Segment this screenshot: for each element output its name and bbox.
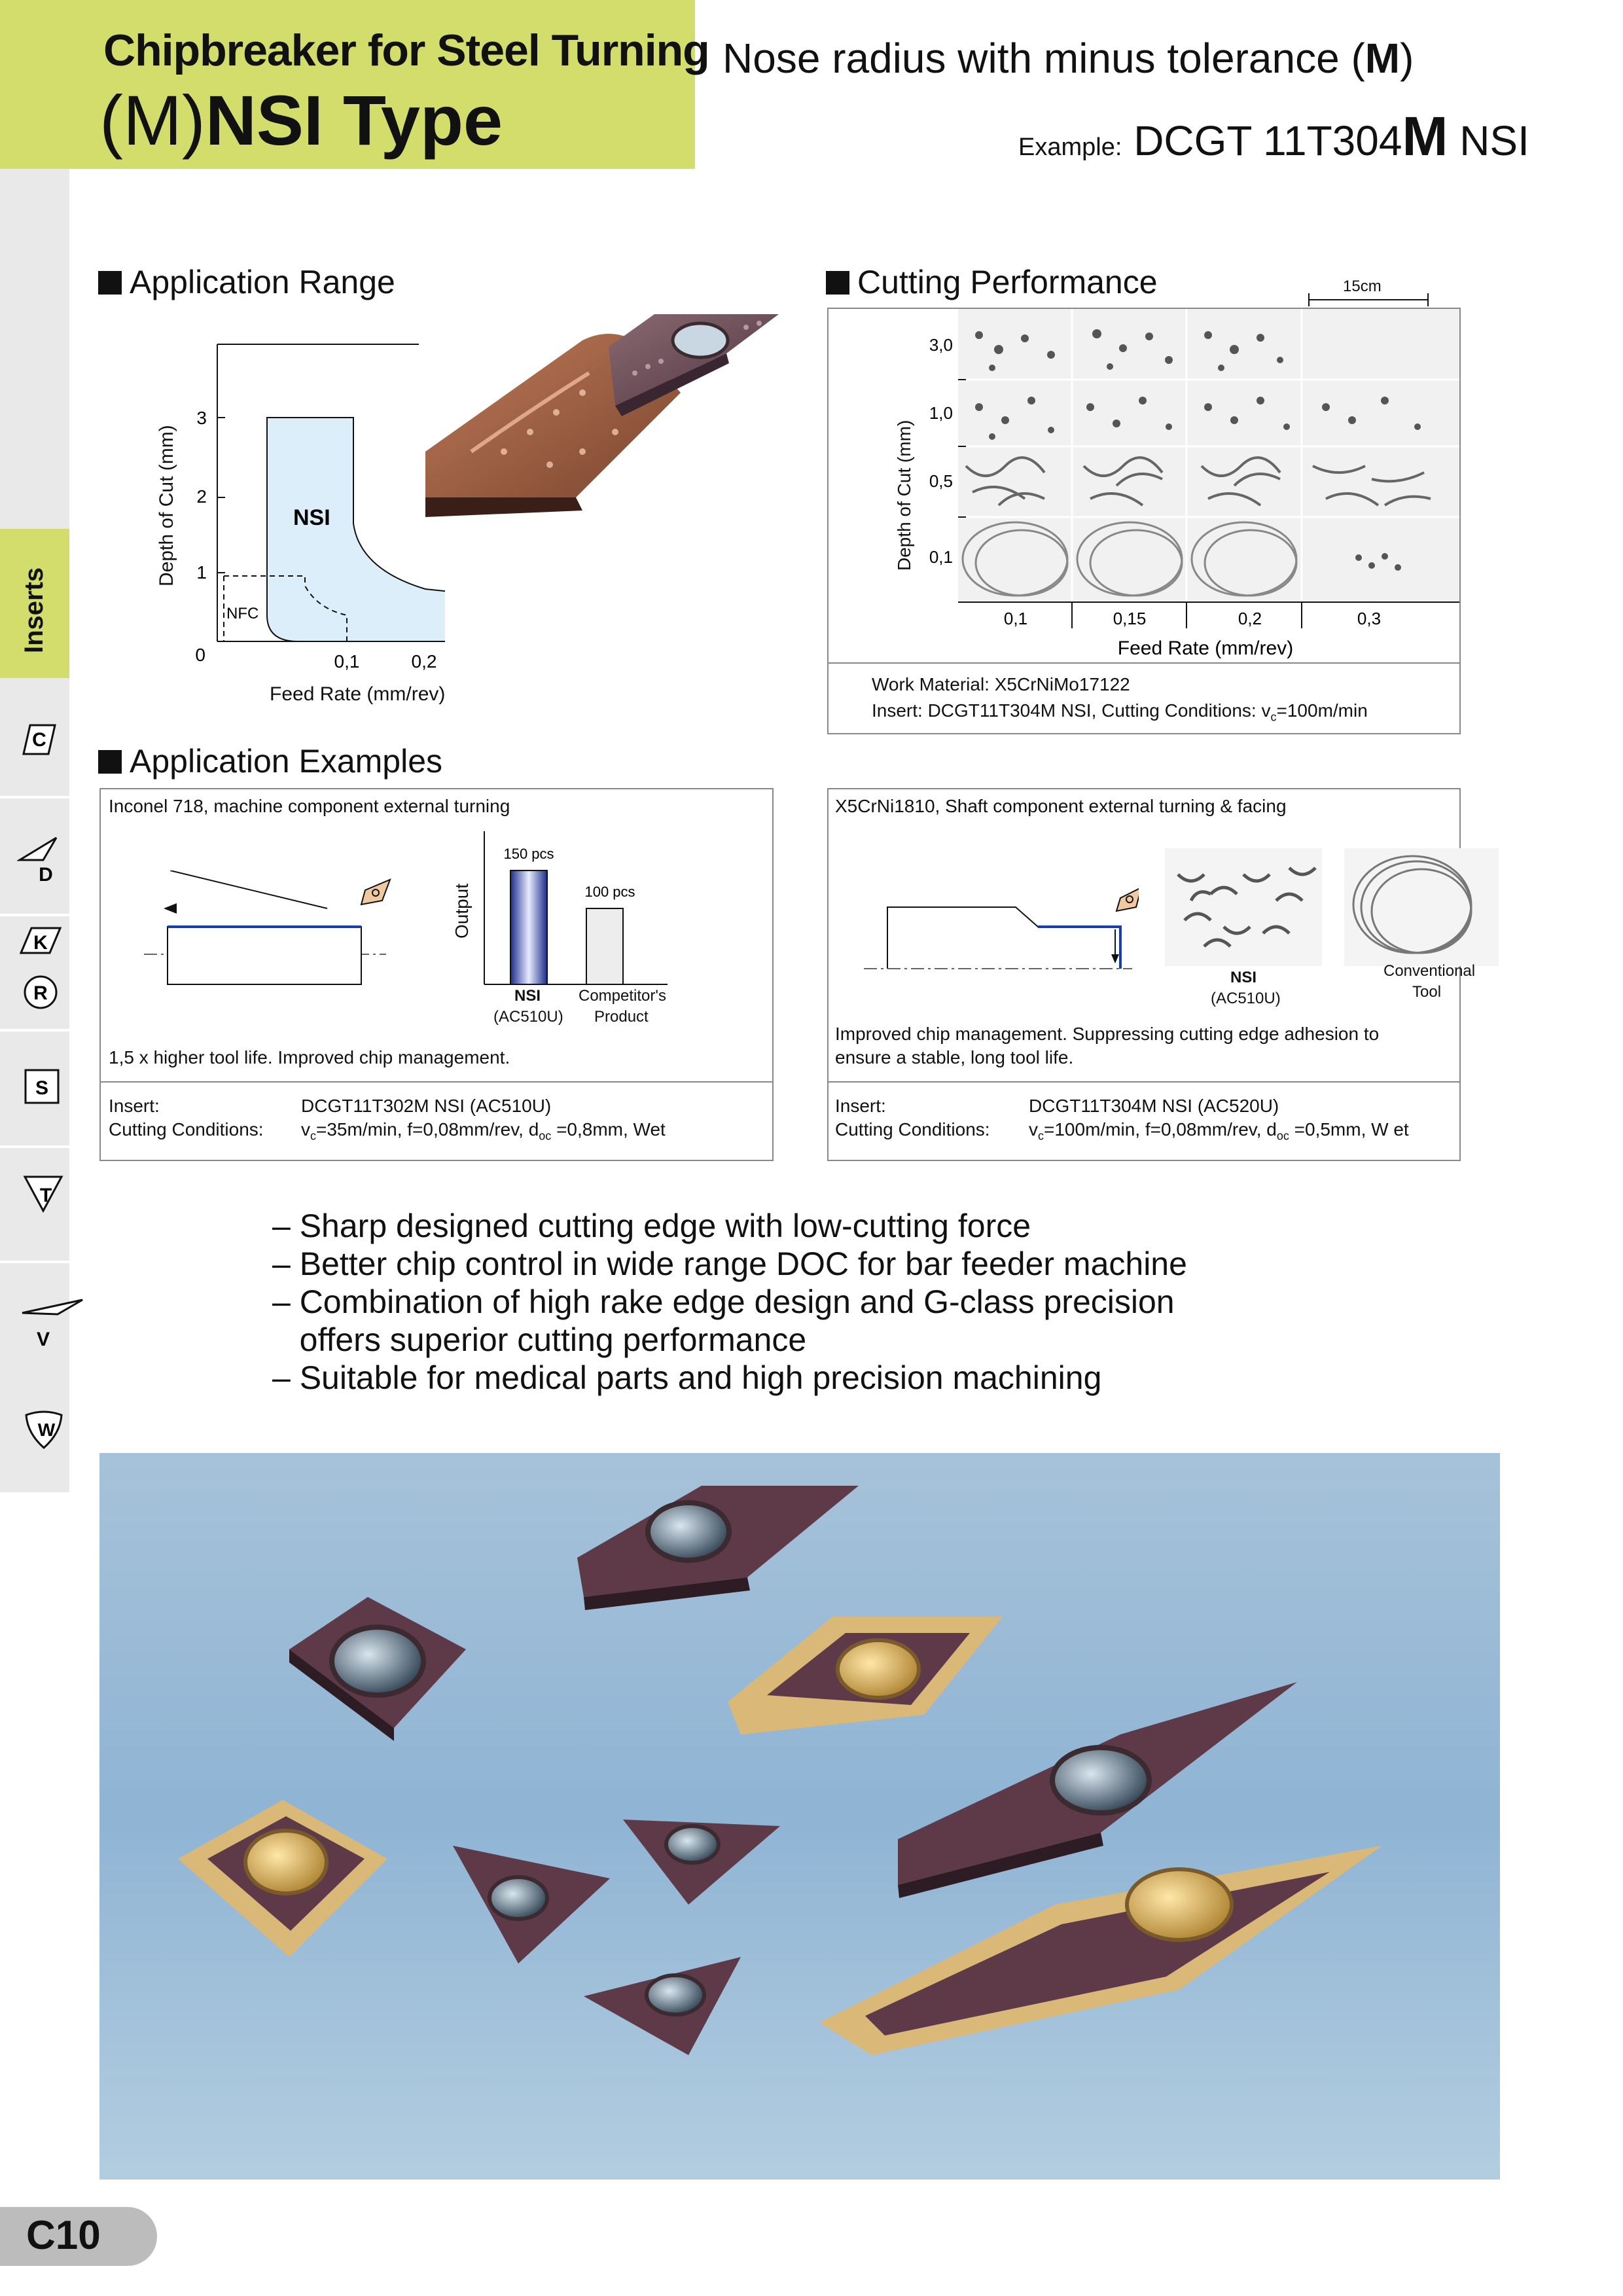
example1-conditions-value: $v_c=35m/\min$, f=0,08mm/rev, $d_{oc} =0,8mm$, Wet	[301, 1119, 666, 1143]
nsi-region-label: NSI	[293, 505, 330, 530]
col-label-0-3: 0,3	[1357, 609, 1382, 628]
nsi-chips-photo	[1165, 848, 1322, 966]
output-axis-label: Output	[452, 883, 472, 939]
svg-text:W: W	[37, 1420, 56, 1440]
scale-label: 15cm	[1343, 278, 1382, 295]
square-bullet-icon	[98, 271, 122, 295]
square-bullet-icon	[826, 271, 849, 295]
product-photo	[99, 1453, 1500, 2179]
rhombus-80-icon[interactable]	[18, 720, 58, 759]
example1-insert-value: DCGT11T302M NSI (AC510U)	[301, 1096, 552, 1116]
page-number: C10	[26, 2213, 101, 2258]
application-examples-heading: Application Examples	[98, 742, 442, 780]
divider	[101, 1081, 772, 1083]
col-label-0-2: 0,2	[1238, 609, 1262, 628]
row-label-0-1: 0,1	[929, 547, 953, 567]
insert-closeup-image	[419, 301, 805, 517]
feature-3-cont: offers superior cutting performance	[272, 1321, 807, 1358]
col-label-0-1: 0,1	[1003, 609, 1028, 628]
parallelogram-icon[interactable]	[17, 924, 63, 957]
sidebar-item-inserts[interactable]: Inserts	[0, 529, 69, 678]
page-title: (M)NSI Type	[99, 81, 503, 160]
nose-radius-title: Nose radius with minus tolerance (M)	[722, 35, 1414, 82]
page-subtitle: Chipbreaker for Steel Turning	[103, 26, 709, 75]
round-icon[interactable]	[22, 974, 59, 1011]
cp-ylabel: Depth of Cut (mm)	[894, 420, 914, 571]
nfc-region-label: NFC	[226, 605, 259, 622]
svg-text:T: T	[39, 1185, 52, 1206]
cp-xlabel: Feed Rate (mm/rev)	[1117, 637, 1294, 659]
xtick-0-1: 0,1	[334, 651, 360, 672]
bar2-value: 100 pcs	[584, 884, 635, 900]
triangle-icon[interactable]	[22, 1172, 64, 1213]
bar2-name-1: Competitor's	[579, 987, 666, 1005]
square-bullet-icon	[98, 750, 122, 774]
bar-competitor	[586, 908, 623, 984]
example2-workpiece-diagram	[851, 877, 1139, 988]
divider	[829, 1081, 1459, 1083]
svg-text:C: C	[32, 729, 46, 751]
divider	[829, 662, 1459, 664]
cp-insert-conditions: Insert: DCGT11T304M NSI, Cutting Conditions: $v_c=100m/\min$	[872, 700, 1368, 724]
example1-title: Inconel 718, machine component external turning	[109, 796, 510, 816]
application-range-heading: Application Range	[98, 263, 395, 301]
svg-text:D: D	[39, 864, 53, 884]
work-material: Work Material: X5CrNiMo17122	[872, 674, 1130, 694]
example2-insert-value: DCGT11T304M NSI (AC520U)	[1029, 1096, 1279, 1116]
rhombus-35-icon[interactable]	[20, 1297, 85, 1352]
example-code: Example: DCGT 11T304M NSI	[1018, 105, 1529, 167]
trigon-icon[interactable]	[22, 1407, 65, 1450]
example1-result: 1,5 x higher tool life. Improved chip management.	[109, 1047, 510, 1067]
chip-grid	[829, 309, 1459, 662]
range-xlabel: Feed Rate (mm/rev)	[270, 683, 446, 705]
example2-title: X5CrNi1810, Shaft component external turning & facing	[835, 796, 1287, 816]
example2-conditions-label: Cutting Conditions:	[835, 1119, 990, 1139]
ytick-3: 3	[196, 408, 207, 428]
rhombus-55-icon[interactable]	[17, 831, 63, 884]
svg-text:K: K	[33, 932, 48, 954]
cutting-performance-heading: Cutting Performance	[826, 263, 1158, 301]
example1-insert-label: Insert:	[109, 1096, 160, 1116]
feature-3: – Combination of high rake edge design and G-class precision	[272, 1283, 1175, 1320]
example1-workpiece-diagram	[131, 870, 393, 988]
ytick-0: 0	[195, 645, 205, 665]
svg-text:V: V	[36, 1329, 50, 1350]
example2-result-1: Improved chip management. Suppressing cutting edge adhesion to	[835, 1024, 1380, 1044]
conv-photo-label-1: Conventional	[1383, 962, 1476, 980]
example2-conditions-value: $v_c=100m/\min$, f=0,08mm/rev, $d_{oc} =0,5mm$, W et	[1029, 1119, 1409, 1143]
ytick-1: 1	[196, 562, 207, 583]
range-ylabel: Depth of Cut (mm)	[156, 425, 177, 586]
nsi-photo-grade: (AC510U)	[1211, 990, 1281, 1007]
scale-bar	[1306, 292, 1431, 308]
conv-photo-label-2: Tool	[1412, 983, 1442, 1001]
row-label-0-5: 0,5	[929, 471, 953, 491]
feature-4: – Suitable for medical parts and high precision machining	[272, 1359, 1102, 1396]
row-label-3-0: 3,0	[929, 335, 953, 355]
example1-conditions-label: Cutting Conditions:	[109, 1119, 264, 1139]
bar-nsi	[510, 870, 547, 984]
svg-text:R: R	[33, 982, 48, 1004]
xtick-0-2: 0,2	[411, 651, 437, 672]
row-label-1-0: 1,0	[929, 403, 953, 423]
application-range-chart	[151, 340, 445, 694]
bar1-grade: (AC510U)	[493, 1008, 563, 1026]
bar1-name: NSI	[514, 987, 541, 1005]
example2-result-2: ensure a stable, long tool life.	[835, 1047, 1074, 1067]
feature-1: – Sharp designed cutting edge with low-cutting force	[272, 1208, 1031, 1244]
bar2-name-2: Product	[594, 1008, 649, 1026]
example2-insert-label: Insert:	[835, 1096, 886, 1116]
feature-2: – Better chip control in wide range DOC for bar feeder machine	[272, 1246, 1187, 1282]
ytick-2: 2	[196, 486, 207, 507]
conventional-chips-photo	[1344, 848, 1499, 966]
col-label-0-15: 0,15	[1113, 609, 1147, 628]
bar1-value: 150 pcs	[503, 846, 554, 862]
nsi-photo-label: NSI	[1230, 969, 1257, 986]
square-icon[interactable]	[24, 1068, 60, 1105]
svg-text:S: S	[35, 1077, 49, 1099]
